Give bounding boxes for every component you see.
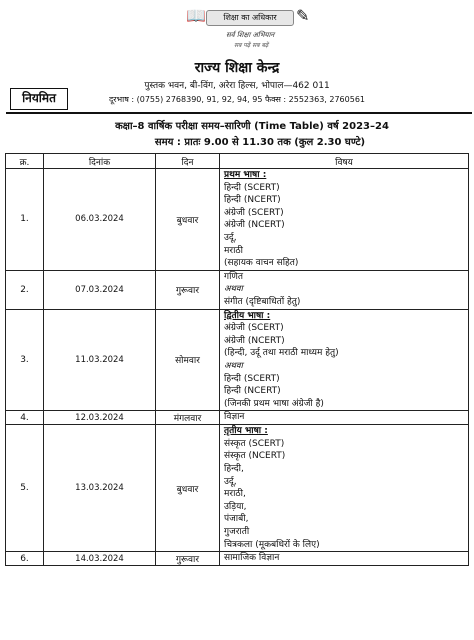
row-sno: 4.	[6, 411, 44, 425]
subject-line: (हिन्दी, उर्दू तथा मराठी माध्यम हेतु)	[224, 348, 339, 359]
subject-line: हिन्दी (NCERT)	[224, 386, 281, 397]
child-reading-icon: ✎	[296, 6, 310, 25]
subject-line: गणित	[224, 271, 244, 282]
subject-line: अंग्रेजी (NCERT)	[224, 335, 285, 346]
subject-line: अथवा	[224, 360, 243, 371]
subject-group-heading: द्वितीय भाषा :	[224, 310, 271, 321]
header-subject: विषय	[220, 154, 469, 169]
logo-banner: शिक्षा का अधिकार	[206, 10, 294, 26]
row-day: बुधवार	[156, 425, 220, 552]
row-day: बुधवार	[156, 169, 220, 271]
subject-line: (जिनकी प्रथम भाषा अंग्रेजी है)	[224, 398, 324, 409]
subject-line: सामाजिक विज्ञान	[224, 553, 280, 564]
subject-line: गुजराती	[224, 527, 250, 538]
row-day: सोमवार	[156, 309, 220, 411]
subject-line: उड़िया,	[224, 501, 247, 512]
row-sno: 1.	[6, 169, 44, 271]
header-day: दिन	[156, 154, 220, 169]
subject-line: संस्कृत (NCERT)	[224, 451, 286, 462]
subject-line: अथवा	[224, 284, 243, 295]
row-subjects	[220, 309, 469, 411]
logo-slogan-1: सर्व शिक्षा अभियान	[226, 31, 275, 39]
table-row	[6, 309, 469, 411]
row-subjects	[220, 411, 469, 425]
row-sno: 2.	[6, 270, 44, 309]
org-title: राज्य शिक्षा केन्द्र	[194, 60, 280, 76]
row-date: 11.03.2024	[44, 309, 156, 411]
status-badge: नियमित	[10, 88, 68, 110]
row-sno: 6.	[6, 552, 44, 566]
subject-group-heading: तृतीय भाषा :	[224, 426, 268, 437]
table-row	[6, 270, 469, 309]
logo	[180, 4, 320, 52]
book-icon: 📖	[186, 6, 206, 25]
header-divider	[6, 112, 472, 114]
subject-group-heading: प्रथम भाषा :	[224, 170, 267, 180]
logo-slogan-2: सब पढ़ें सब बढ़ें	[234, 42, 269, 49]
table-row	[6, 425, 469, 552]
row-sno: 3.	[6, 309, 44, 411]
row-date: 13.03.2024	[44, 425, 156, 552]
subject-line: पंजाबी,	[224, 514, 249, 525]
row-day: गुरूवार	[156, 270, 220, 309]
row-date: 14.03.2024	[44, 552, 156, 566]
timetable	[5, 153, 469, 566]
table-row	[6, 169, 469, 271]
row-date: 07.03.2024	[44, 270, 156, 309]
subject-line: मराठी,	[224, 489, 246, 500]
table-row	[6, 552, 469, 566]
document-subtitle: समय : प्रातः 9.00 से 11.30 तक (कुल 2.30 घण्टे)	[154, 137, 366, 148]
subject-line: उर्दू,	[224, 232, 237, 243]
subject-line: उर्दू,	[224, 476, 237, 487]
row-sno: 5.	[6, 425, 44, 552]
subject-line: अंग्रेजी (SCERT)	[224, 323, 284, 334]
row-date: 12.03.2024	[44, 411, 156, 425]
header-sno: क्र.	[6, 154, 44, 169]
subject-line: संगीत (दृष्टिबाधितों हेतु)	[224, 296, 301, 307]
row-subjects	[220, 552, 469, 566]
table-header-row	[6, 154, 469, 169]
subject-line: हिन्दी (NCERT)	[224, 195, 281, 206]
document-title: कक्षा–8 वार्षिक परीक्षा समय–सारिणी (Time Table) वर्ष 2023–24	[115, 121, 389, 132]
row-subjects	[220, 425, 469, 552]
subject-line: अंग्रेजी (NCERT)	[224, 220, 285, 231]
subject-line: हिन्दी (SCERT)	[224, 373, 280, 384]
row-day: गुरूवार	[156, 552, 220, 566]
subject-line: अंग्रेजी (SCERT)	[224, 207, 284, 218]
subject-line: (सहायक वाचन सहित)	[224, 258, 299, 269]
row-subjects	[220, 169, 469, 271]
row-date: 06.03.2024	[44, 169, 156, 271]
subject-line: मराठी	[224, 245, 243, 256]
subject-line: विज्ञान	[224, 412, 245, 423]
org-phone: दूरभाष : (0755) 2768390, 91, 92, 94, 95 फैक्स : 2552363, 2760561	[108, 95, 365, 104]
header-date: दिनांक	[44, 154, 156, 169]
table-row	[6, 411, 469, 425]
subject-line: हिन्दी,	[224, 464, 244, 475]
row-subjects	[220, 270, 469, 309]
subject-line: हिन्दी (SCERT)	[224, 182, 280, 193]
org-address: पुस्तक भवन, बी-विंग, अरेरा हिल्स, भोपाल—462 011	[144, 81, 330, 91]
subject-line: चित्रकला (मूकबधिरों के लिए)	[224, 539, 320, 550]
row-day: मंगलवार	[156, 411, 220, 425]
subject-line: संस्कृत (SCERT)	[224, 438, 285, 449]
